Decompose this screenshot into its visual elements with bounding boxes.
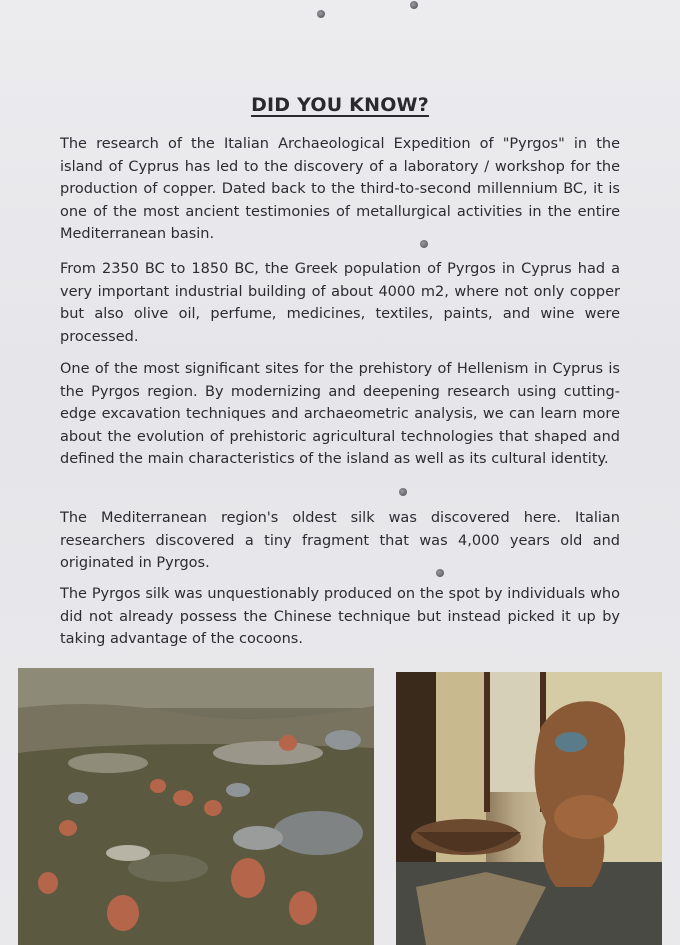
- copper-apparatus-illustration: [396, 672, 662, 945]
- screw-icon: [399, 488, 407, 496]
- title-text: DID YOU KNOW?: [251, 94, 429, 116]
- excavation-site-photo: [18, 668, 374, 945]
- paragraph-industrial-building: From 2350 BC to 1850 BC, the Greek population of Pyrgos in Cyprus had a very important industrial building of about 4000 m2, where not only copper but also olive oil, perfume, medicines, textiles, paints, and wine were processed.: [60, 261, 620, 345]
- paragraph-copper-workshop: The research of the Italian Archaeological Expedition of "Pyrgos" in the island of Cyprus has led to the discovery of a laboratory / workshop for the production of copper. Dated back to the third-to-second millennium BC, it is one of the most ancient testimonies of metallurgical activities in the entire Mediterranean basin.: [60, 136, 620, 242]
- paragraph-oldest-silk: The Mediterranean region's oldest silk was discovered here. Italian researchers discovered a tiny fragment that was 4,000 years old and originated in Pyrgos.: [60, 510, 620, 571]
- excavation-site-illustration: [18, 668, 374, 945]
- screw-icon: [317, 10, 325, 18]
- board-title: [0, 94, 680, 116]
- screw-icon: [410, 1, 418, 9]
- paragraph-silk-production: The Pyrgos silk was unquestionably produced on the spot by individuals who did not already possess the Chinese technique but instead picked it up by taking advantage of the cocoons.: [60, 586, 620, 647]
- copper-apparatus-photo: [396, 672, 662, 945]
- paragraph-prehistory-hellenism: One of the most significant sites for the prehistory of Hellenism in Cyprus is the Pyrgos region. By modernizing and deepening research using cutting-edge excavation techniques and archaeometric analysis, we can learn more about the evolution of prehistoric agricultural technologies that shaped and defined the main characteristics of the island as well as its cultural identity.: [60, 361, 620, 467]
